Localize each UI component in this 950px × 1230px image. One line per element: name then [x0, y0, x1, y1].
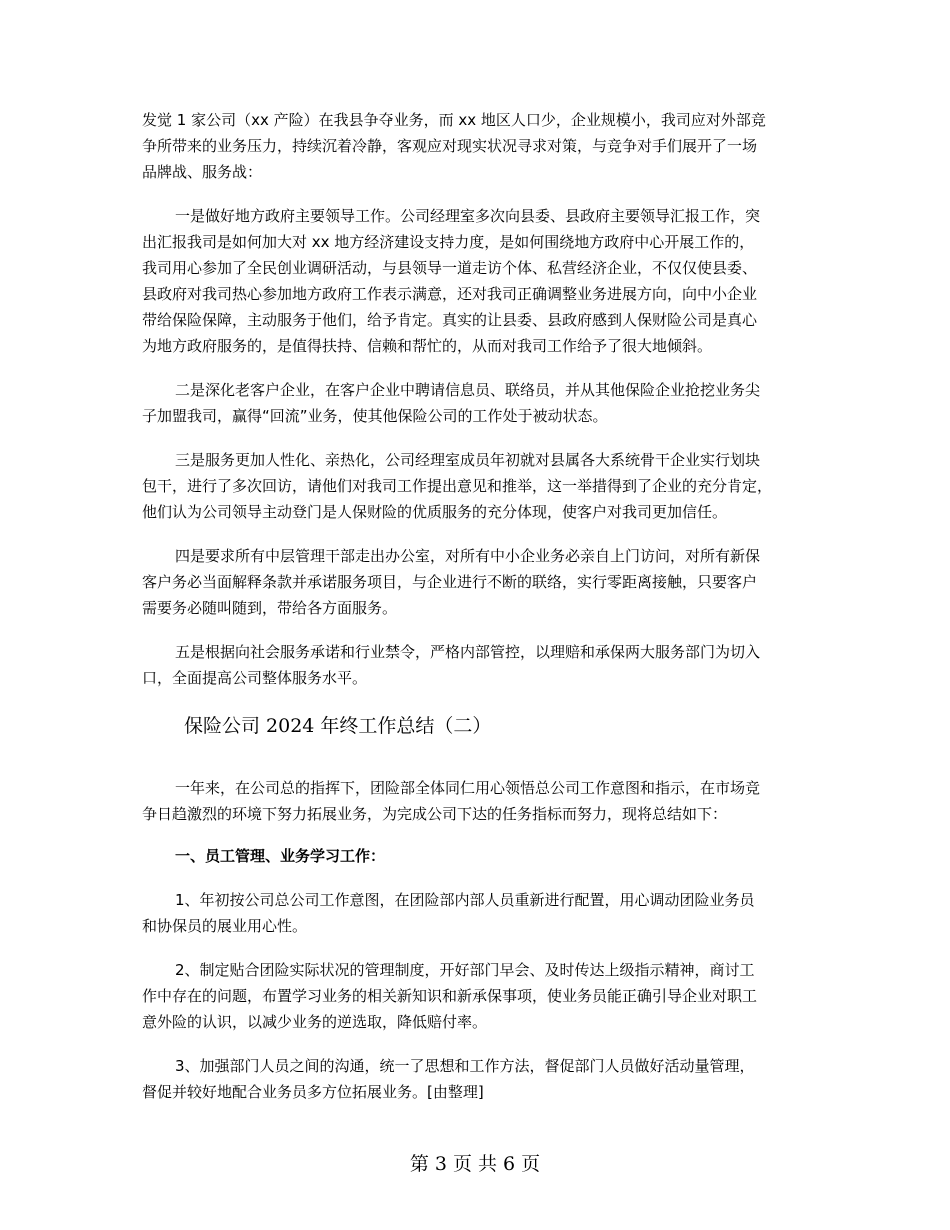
- text-line: 一是做好地方政府主要领导工作。公司经理室多次向县委、县政府主要领导汇报工作，突: [175, 207, 761, 225]
- text-line: 品牌战、服务战：: [142, 163, 263, 181]
- text-line: 我司用心参加了全民创业调研活动，与县领导一道走访个体、私营经济企业，不仅仅使县委、: [142, 259, 758, 277]
- text-line: 2、制定贴合团险实际状况的管理制度，开好部门早会、及时传达上级指示精神，商讨工: [175, 961, 755, 979]
- text-line: 四是要求所有中层管理干部走出办公室，对所有中小企业务必亲自上门访问，对所有新保: [175, 547, 761, 565]
- text-line: 需要务必随叫随到，带给各方面服务。: [142, 599, 398, 617]
- text-line: 争日趋激烈的环境下努力拓展业务，为完成公司下达的任务指标而努力，现将总结如下：: [142, 805, 728, 823]
- section-heading: 一、员工管理、业务学习工作：: [175, 847, 386, 865]
- text-line: 带给保险保障，主动服务于他们，给予肯定。真实的让县委、县政府感到人保财险公司是真心: [142, 311, 758, 329]
- text-line: 子加盟我司，赢得“回流”业务，使其他保险公司的工作处于被动状态。: [142, 407, 608, 425]
- text-line: 他们认为公司领导主动登门是人保财险的优质服务的充分体现，使客户对我司更加信任。: [142, 503, 728, 521]
- text-line: 争所带来的业务压力，持续沉着冷静，客观应对现实状况寻求对策，与竞争对手们展开了一场: [142, 137, 758, 155]
- text-line: 督促并较好地配合业务员多方位拓展业务。[由整理]: [142, 1083, 484, 1101]
- text-line: 3、加强部门人员之间的沟通，统一了思想和工作方法，督促部门人员做好活动量管理，: [175, 1057, 755, 1075]
- text-line: 为地方政府服务的，是值得扶持、信赖和帮忙的，从而对我司工作给予了很大地倾斜。: [142, 337, 713, 355]
- page-number-footer: 第 3 页 共 6 页: [409, 1153, 541, 1175]
- text-line: 一年来，在公司总的指挥下，团险部全体同仁用心领悟总公司工作意图和指示，在市场竞: [175, 779, 761, 797]
- text-line: 1、年初按公司总公司工作意图，在团险部内部人员重新进行配置，用心调动团险业务员: [175, 891, 755, 909]
- text-line: 口，全面提高公司整体服务水平。: [142, 669, 368, 687]
- section-title: 保险公司 2024 年终工作总结（二）: [184, 715, 492, 737]
- text-line: 和协保员的展业用心性。: [142, 917, 308, 935]
- text-line: 发觉 1 家公司（xx 产险）在我县争夺业务，而 xx 地区人口少，企业规模小，我司应对外部竞: [142, 111, 766, 129]
- text-line: 二是深化老客户企业，在客户企业中聘请信息员、联络员，并从其他保险企业抢挖业务尖: [175, 381, 761, 399]
- text-line: 出汇报我司是如何加大对 xx 地方经济建设支持力度，是如何围绕地方政府中心开展工作的，: [142, 233, 755, 251]
- text-line: 包干，进行了多次回访，请他们对我司工作提出意见和推举，这一举措得到了企业的充分肯定，: [142, 477, 773, 495]
- text-line: 县政府对我司热心参加地方政府工作表示满意，还对我司正确调整业务进展方向，向中小企业: [142, 285, 758, 303]
- text-line: 五是根据向社会服务承诺和行业禁令，严格内部管控，以理赔和承保两大服务部门为切入: [175, 643, 761, 661]
- text-line: 三是服务更加人性化、亲热化，公司经理室成员年初就对县属各大系统骨干企业实行划块: [175, 451, 761, 469]
- text-line: 意外险的认识，以减少业务的逆选取，降低赔付率。: [142, 1013, 488, 1031]
- text-line: 作中存在的问题，布置学习业务的相关新知识和新承保事项，使业务员能正确引导企业对职工: [142, 987, 758, 1005]
- text-line: 客户务必当面解释条款并承诺服务项目，与企业进行不断的联络，实行零距离接触，只要客户: [142, 573, 758, 591]
